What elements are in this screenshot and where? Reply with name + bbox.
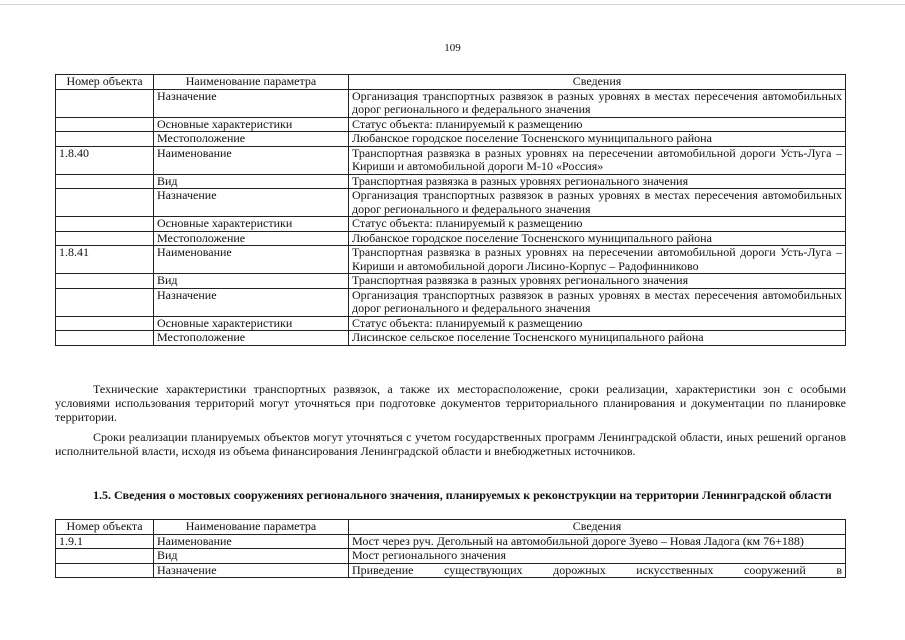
page-number: 109 [444, 42, 461, 54]
table-row [56, 534, 846, 549]
parameter-name-cell: Наименование [154, 246, 349, 274]
table-row [56, 316, 846, 331]
object-number-cell: 1.8.41 [56, 246, 154, 274]
object-number-cell: 1.8.40 [56, 146, 154, 174]
scan-top-edge [0, 4, 905, 5]
parameter-value-cell: Статус объекта: планируемый к размещению [349, 316, 846, 331]
parameter-value-cell: Транспортная развязка в разных уровнях на пересечении автомобильной дороги Усть-Луга – Кириши и автомобильной дороги Лисино-Корпус – Радофинниково [349, 246, 846, 274]
table-row [56, 549, 846, 564]
object-number-cell [56, 316, 154, 331]
parameter-name-cell: Основные характеристики [154, 316, 349, 331]
table-row [56, 217, 846, 232]
table-header-row [56, 520, 846, 535]
parameter-name-cell: Вид [154, 549, 349, 564]
parameter-name-cell: Назначение [154, 189, 349, 217]
table-row [56, 563, 846, 578]
parameter-name-cell: Местоположение [154, 331, 349, 346]
object-number-cell [56, 331, 154, 346]
parameter-value-cell: Приведение существующих дорожных искусственных сооружений в [349, 563, 846, 578]
object-number-cell [56, 549, 154, 564]
parameter-value-cell: Организация транспортных развязок в разных уровнях в местах пересечения автомобильных дорог регионального и федерального значения [349, 189, 846, 217]
object-number-cell [56, 89, 154, 117]
parameter-value-cell: Транспортная развязка в разных уровнях регионального значения [349, 174, 846, 189]
table-row [56, 189, 846, 217]
parameter-value-cell: Статус объекта: планируемый к размещению [349, 117, 846, 132]
table-row [56, 231, 846, 246]
section-heading: 1.5. Сведения о мостовых сооружениях регионального значения, планируемых к реконструкции на территории Ленинградской области [93, 488, 832, 502]
column-header-number: Номер объекта [56, 75, 154, 90]
parameter-name-cell: Назначение [154, 563, 349, 578]
table-header-row [56, 75, 846, 90]
column-header-number: Номер объекта [56, 520, 154, 535]
table-row [56, 132, 846, 147]
column-header-details: Сведения [349, 75, 846, 90]
parameter-name-cell: Наименование [154, 146, 349, 174]
object-number-cell [56, 117, 154, 132]
table-row [56, 146, 846, 174]
column-header-parameter: Наименование параметра [154, 520, 349, 535]
table-row [56, 288, 846, 316]
table-row [56, 89, 846, 117]
parameter-value-cell: Статус объекта: планируемый к размещению [349, 217, 846, 232]
object-number-cell [56, 288, 154, 316]
paragraph-deadlines: Сроки реализации планируемых объектов могут уточняться с учетом государственных программ Ленинградской области, иных решений органов исполнительной власти, исходя из объема финансирования Ленинградской области и внебюджетных источников. [55, 430, 846, 458]
parameter-name-cell: Вид [154, 274, 349, 289]
column-header-details: Сведения [349, 520, 846, 535]
object-number-cell [56, 132, 154, 147]
parameter-value-cell: Транспортная развязка в разных уровнях на пересечении автомобильной дороги Усть-Луга – Кириши и автомобильной дороги М-10 «Россия» [349, 146, 846, 174]
parameter-name-cell: Наименование [154, 534, 349, 549]
parameter-value-cell: Мост через руч. Дегольный на автомобильной дороге Зуево – Новая Ладога (км 76+188) [349, 534, 846, 549]
parameter-value-cell: Транспортная развязка в разных уровнях регионального значения [349, 274, 846, 289]
object-number-cell [56, 563, 154, 578]
parameter-name-cell: Местоположение [154, 132, 349, 147]
object-number-cell [56, 274, 154, 289]
parameter-value-cell: Любанское городское поселение Тосненского муниципального района [349, 231, 846, 246]
table-row [56, 331, 846, 346]
paragraph-characteristics: Технические характеристики транспортных развязок, а также их месторасположение, сроки реализации, характеристики зон с особыми условиями использования территорий могут уточняться при подготовке документов территориального планирования и документации по планировке территории. [55, 382, 846, 424]
table-row [56, 117, 846, 132]
objects-table-1 [55, 74, 846, 346]
column-header-parameter: Наименование параметра [154, 75, 349, 90]
table-row [56, 274, 846, 289]
object-number-cell [56, 217, 154, 232]
parameter-name-cell: Назначение [154, 288, 349, 316]
object-number-cell: 1.9.1 [56, 534, 154, 549]
parameter-value-cell: Любанское городское поселение Тосненского муниципального района [349, 132, 846, 147]
parameter-value-cell: Мост регионального значения [349, 549, 846, 564]
object-number-cell [56, 231, 154, 246]
parameter-value-cell: Организация транспортных развязок в разных уровнях в местах пересечения автомобильных дорог регионального и федерального значения [349, 288, 846, 316]
parameter-name-cell: Местоположение [154, 231, 349, 246]
parameter-value-cell: Организация транспортных развязок в разных уровнях в местах пересечения автомобильных дорог регионального и федерального значения [349, 89, 846, 117]
parameter-name-cell: Основные характеристики [154, 217, 349, 232]
table-row [56, 246, 846, 274]
table-row [56, 174, 846, 189]
parameter-name-cell: Вид [154, 174, 349, 189]
bridges-table [55, 519, 846, 578]
parameter-name-cell: Основные характеристики [154, 117, 349, 132]
object-number-cell [56, 174, 154, 189]
parameter-value-cell: Лисинское сельское поселение Тосненского муниципального района [349, 331, 846, 346]
object-number-cell [56, 189, 154, 217]
parameter-name-cell: Назначение [154, 89, 349, 117]
